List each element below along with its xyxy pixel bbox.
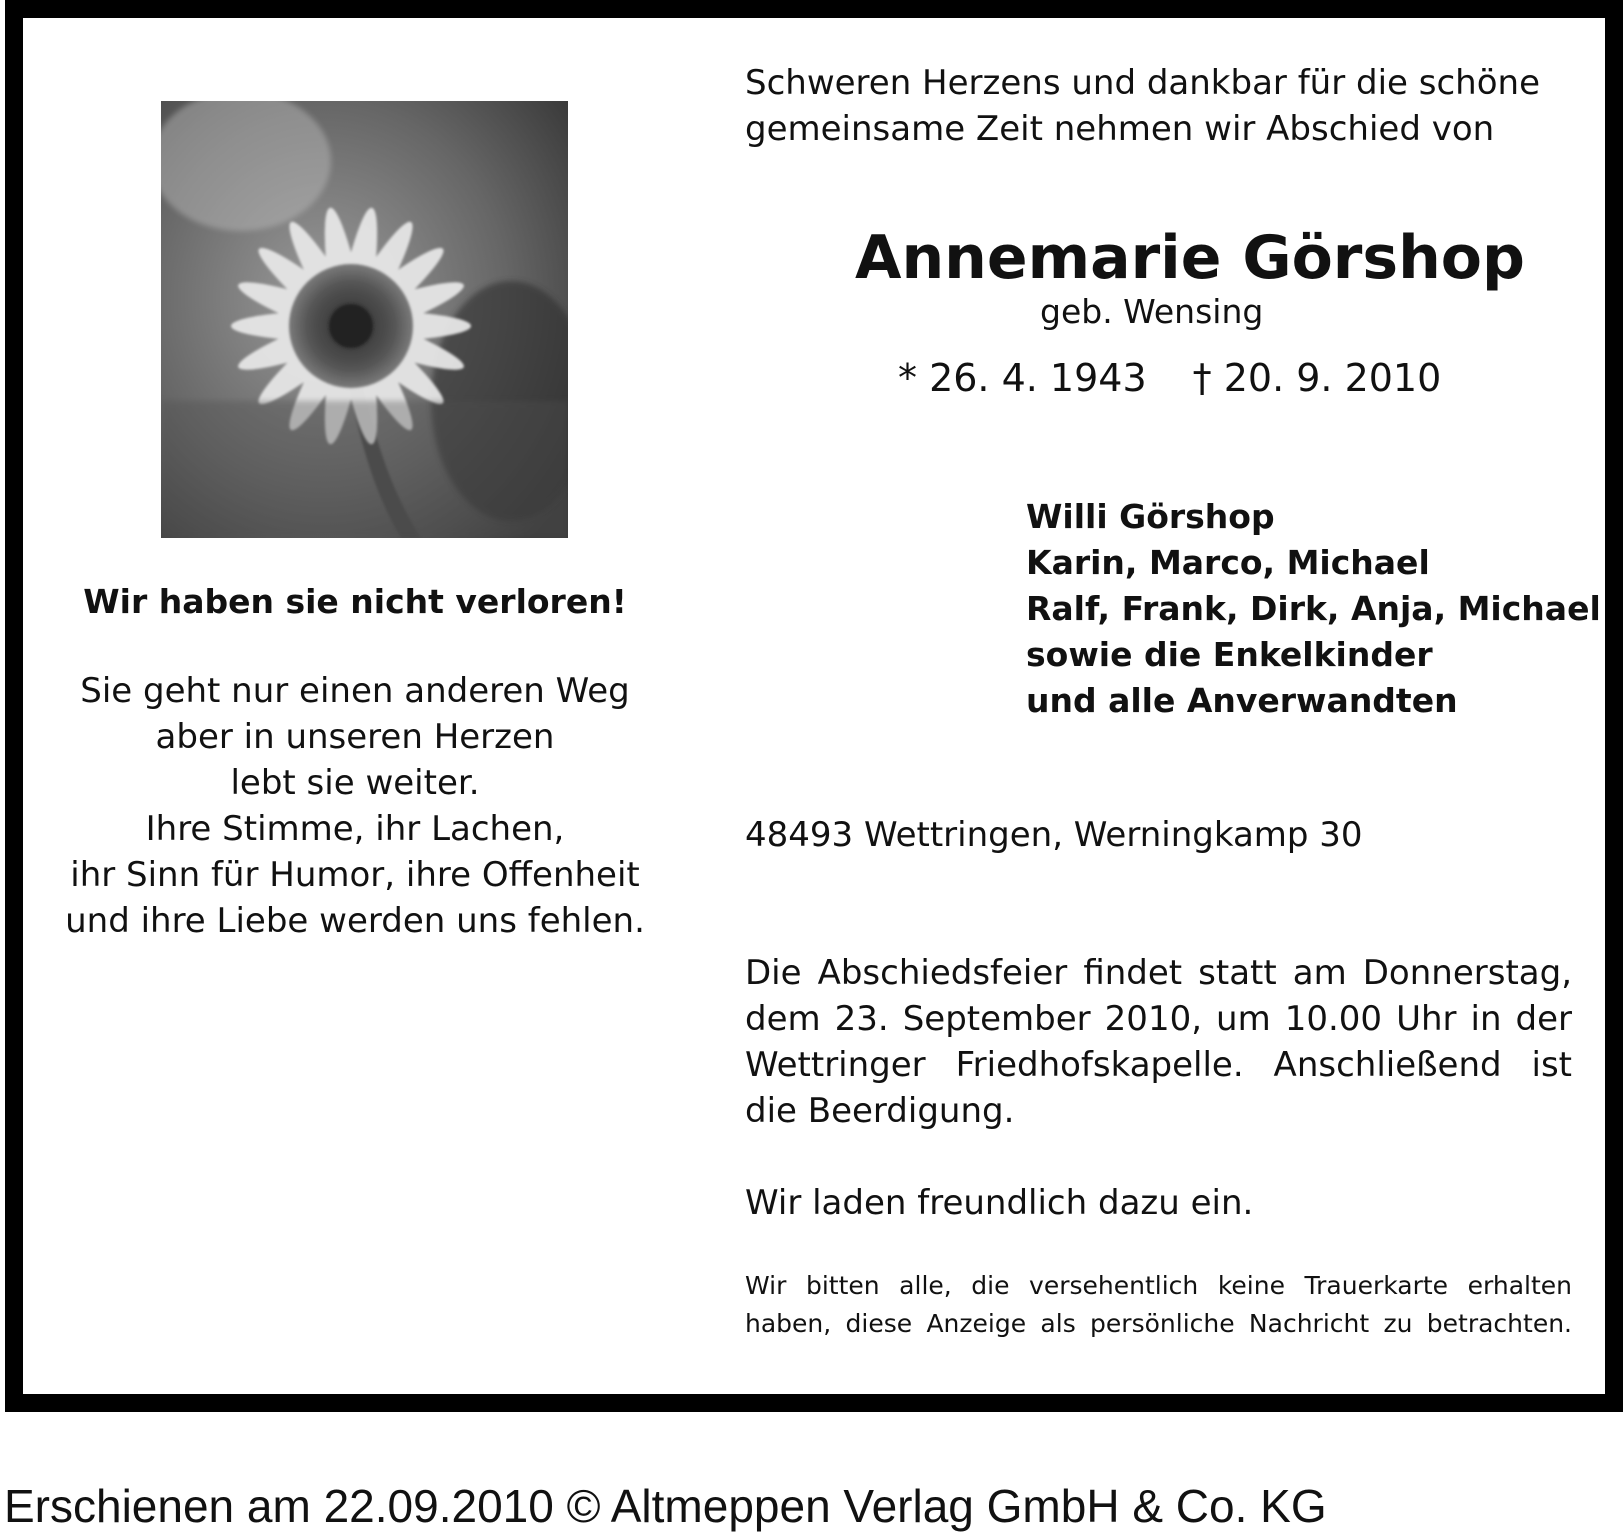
family-line: und alle Anverwandten — [1026, 681, 1458, 720]
intro-line: Schweren Herzens und dankbar für die schöne — [745, 63, 1540, 103]
poem-line: ihr Sinn für Humor, ihre Offenheit — [70, 855, 640, 895]
note-line: Wir bitten alle, die versehentlich keine Trauerkarte erhalten — [745, 1271, 1572, 1300]
poem-line: Ihre Stimme, ihr Lachen, — [145, 809, 565, 849]
poem-line: Sie geht nur einen anderen Weg — [80, 671, 630, 711]
motto-title: Wir haben sie nicht verloren! — [83, 582, 627, 621]
note-line: haben, diese Anzeige als persönliche Nachricht zu betrachten. — [745, 1309, 1572, 1338]
ceremony-line: Wettringer Friedhofskapelle. Anschließend ist — [745, 1045, 1572, 1085]
ceremony-line: Die Abschiedsfeier findet statt am Donnerstag, — [745, 953, 1572, 993]
death-date: † 20. 9. 2010 — [1192, 356, 1442, 400]
intro-line: gemeinsame Zeit nehmen wir Abschied von — [745, 109, 1495, 149]
ceremony-text — [745, 950, 1572, 1134]
family-line: Willi Görshop — [1026, 497, 1275, 536]
family-line: Karin, Marco, Michael — [1026, 543, 1430, 582]
note — [745, 1267, 1572, 1343]
deceased-name: Annemarie Görshop — [855, 223, 1525, 293]
family-list — [1026, 494, 1601, 724]
poem-line: lebt sie weiter. — [230, 763, 480, 803]
ceremony-line: dem 23. September 2010, um 10.00 Uhr in der — [745, 999, 1572, 1039]
poem-line: und ihre Liebe werden uns fehlen. — [65, 901, 645, 941]
life-dates — [898, 355, 1441, 401]
poem-line: aber in unseren Herzen — [155, 717, 555, 757]
invitation: Wir laden freundlich dazu ein. — [745, 1183, 1254, 1223]
birth-name: geb. Wensing — [1040, 292, 1264, 331]
intro-text — [745, 60, 1575, 152]
birth-date: * 26. 4. 1943 — [898, 356, 1147, 400]
address: 48493 Wettringen, Werningkamp 30 — [745, 815, 1363, 855]
poem — [40, 668, 670, 944]
ceremony-line: die Beerdigung. — [745, 1091, 1015, 1131]
daisy-photo — [161, 101, 568, 538]
family-line: Ralf, Frank, Dirk, Anja, Michael — [1026, 589, 1601, 628]
family-line: sowie die Enkelkinder — [1026, 635, 1433, 674]
publication-footer: Erschienen am 22.09.2010 © Altmeppen Verlag GmbH & Co. KG — [4, 1480, 1327, 1532]
